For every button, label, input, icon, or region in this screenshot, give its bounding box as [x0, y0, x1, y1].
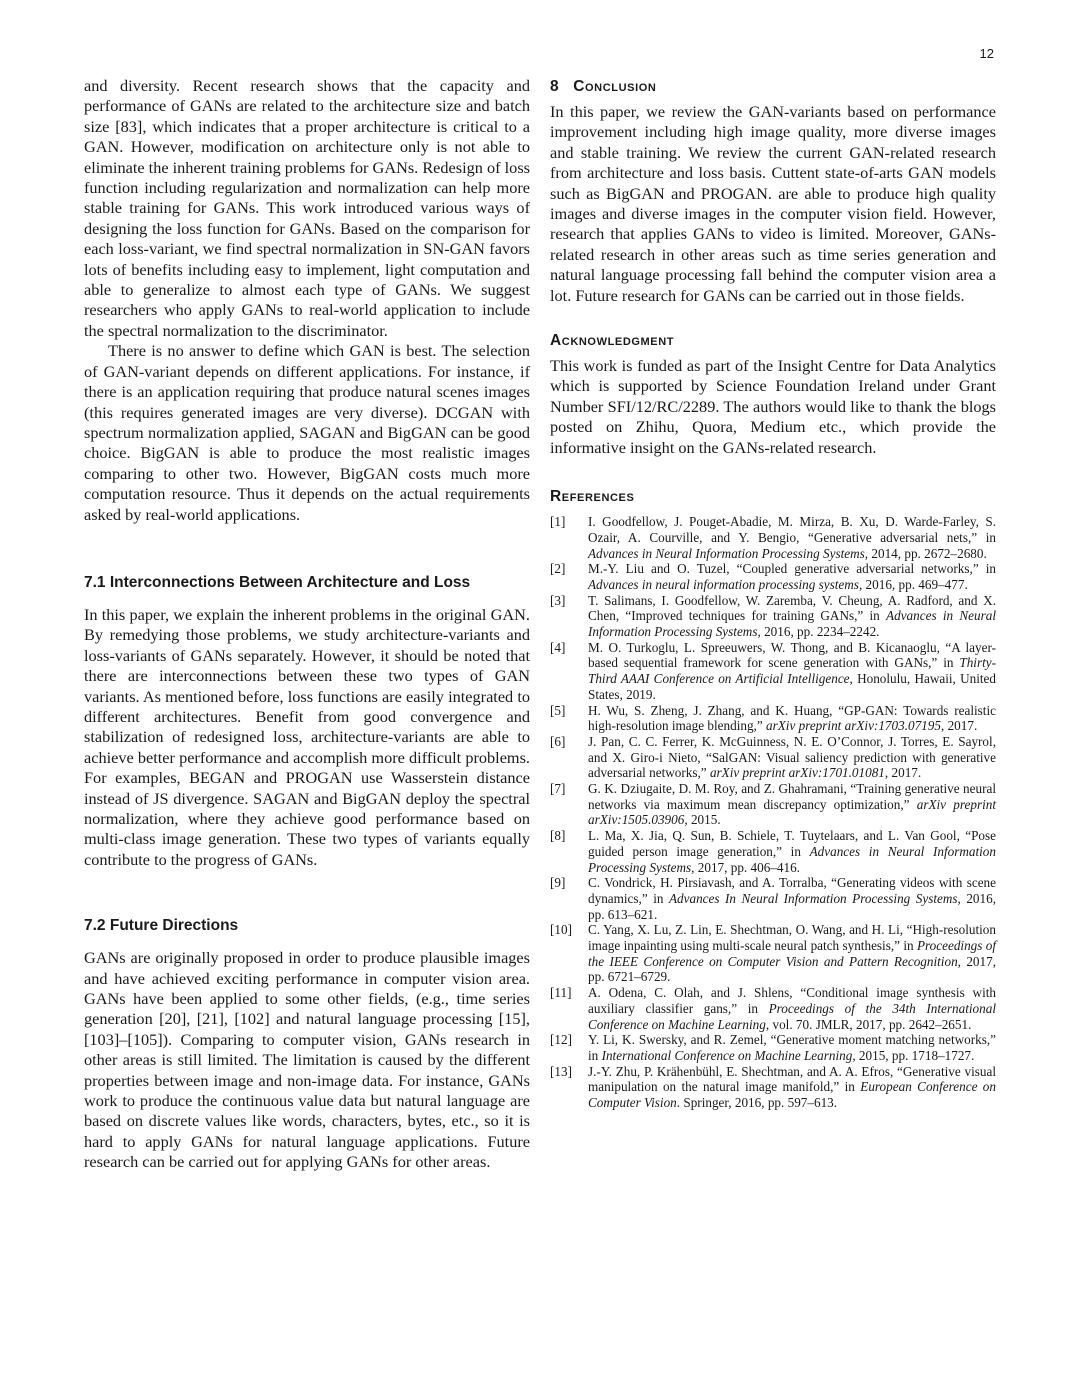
reference-list	[550, 514, 996, 1111]
reference-tail: . Springer, 2016, pp. 597–613.	[676, 1095, 838, 1111]
reference-text	[588, 875, 996, 922]
reference-label: [9]	[550, 875, 566, 891]
reference-text	[588, 922, 996, 985]
reference-authors-title: I. Goodfellow, J. Pouget-Abadie, M. Mirza, B. Xu, D. Warde-Farley, S. Ozair, A. Courville, and Y. Bengio, “Generative adversarial nets,” in	[588, 514, 996, 545]
section-7-2-paragraph: GANs are originally proposed in order to produce plausible images and have achieved exciting performance in computer vision area. GANs have been applied to some other fields, (e.g., time series generation [20], [21], [102] and natural language processing [15], [103]–[105]). Comparing to computer vision, GANs research in other areas is still limited. The limitation is caused by the different properties between image and non-image data. For instance, GANs work to produce the continuous value data but natural language are based on discrete values like words, characters, bytes, etc., so it is hard to apply GANs for natural language applications. Future research can be carried out for applying GANs for other areas.	[84, 948, 530, 1172]
reference-label: [13]	[550, 1063, 572, 1079]
page-number: 12	[979, 46, 994, 61]
reference-text	[588, 781, 996, 828]
reference-venue: Advances in Neural Information Processing Systems	[588, 608, 997, 640]
reference-authors-title: Y. Li, K. Swersky, and R. Zemel, “Generative moment matching networks,” in	[588, 1032, 996, 1063]
reference-authors-title: G. K. Dziugaite, D. M. Roy, and Z. Ghahramani, “Training generative neural networks via maximum mean discrepancy optimization,”	[588, 781, 996, 812]
reference-venue: Proceedings of the 34th International Conference on Machine Learning	[588, 1000, 996, 1032]
reference-text	[588, 734, 996, 781]
reference-text	[588, 561, 996, 592]
reference-venue: Thirty-Third AAAI Conference on Artificial Intelligence	[588, 655, 996, 687]
reference-venue: European Conference on Computer Vision	[588, 1079, 996, 1111]
reference-item	[550, 734, 996, 781]
reference-label: [12]	[550, 1032, 572, 1048]
reference-tail: , 2017, pp. 406–416.	[691, 859, 800, 875]
reference-label: [1]	[550, 514, 566, 530]
reference-item	[550, 875, 996, 922]
reference-tail: , 2015.	[684, 812, 721, 828]
conclusion-title: Conclusion	[573, 78, 657, 95]
reference-authors-title: H. Wu, S. Zheng, J. Zhang, and K. Huang, “GP-GAN: Towards realistic high-resolution image blending,”	[588, 702, 996, 734]
reference-tail: , 2016, pp. 613–621.	[588, 890, 997, 922]
reference-label: [4]	[550, 639, 566, 655]
intro-paragraph-2: There is no answer to define which GAN is best. The selection of GAN-variant depends on different applications. For instance, if there is an application requiring that produce natural scenes images (this requires generated images are very diverse). DCGAN with spectrum normalization applied, SAGAN and BigGAN can be good choice. BigGAN is able to produce the most realistic images comparing to other two. However, BigGAN costs much more computation resource. Thus it depends on the actual requirements asked by real-world applications.	[84, 341, 530, 524]
reference-label: [8]	[550, 828, 566, 844]
reference-item	[550, 514, 996, 561]
reference-label: [10]	[550, 922, 572, 938]
reference-tail: , 2016, pp. 469–477.	[858, 576, 968, 592]
reference-item	[550, 640, 996, 703]
reference-text	[588, 1032, 996, 1063]
reference-venue: Proceedings of the IEEE Conference on Computer Vision and Pattern Recognition	[588, 938, 997, 969]
reference-item	[550, 1032, 996, 1063]
references-heading: References	[550, 488, 635, 506]
reference-text	[588, 828, 996, 875]
section-7-2-heading: 7.2 Future Directions	[84, 917, 239, 935]
reference-text	[588, 703, 996, 734]
reference-venue: Advances in Neural Information Processing Systems	[588, 843, 996, 875]
reference-venue: Advances In Neural Information Processing Systems	[668, 890, 958, 906]
reference-tail: , 2017.	[940, 718, 978, 734]
reference-authors-title: A. Odena, C. Olah, and J. Shlens, “Conditional image synthesis with auxiliary classifier gans,” in	[588, 985, 996, 1016]
reference-authors-title: C. Yang, X. Lu, Z. Lin, E. Shechtman, O. Wang, and H. Li, “High-resolution image inpainting using multi-scale neural patch synthesis,” in	[588, 922, 996, 954]
left-column	[84, 76, 530, 1173]
reference-venue: arXiv preprint arXiv:1701.01081	[709, 765, 885, 781]
reference-text	[588, 640, 996, 703]
intro-paragraph-1: and diversity. Recent research shows that the capacity and performance of GANs are related to the architecture size and batch size [83], which indicates that a proper architecture is critical to a GAN. However, modification on architecture only is not able to eliminate the inherent training problems for GANs. Redesign of loss function including regularization and normalization can help more stable training for GANs. This work introduced various ways of designing the loss function for GANs. Based on the comparison for each loss-variant, we find spectral normalization in SN-GAN favors lots of benefits including easy to implement, light computation and able to generalize to almost each type of GANs. We suggest researchers who apply GANs to real-world application to include the spectral normalization to the discriminator.	[84, 76, 530, 340]
section-7-1-heading: 7.1 Interconnections Between Architecture and Loss	[84, 573, 471, 591]
reference-venue: arXiv preprint arXiv:1505.03906	[588, 796, 996, 828]
reference-authors-title: J. Pan, C. C. Ferrer, K. McGuinness, N. E. O’Connor, J. Torres, E. Sayrol, and X. Giro-i Nieto, “SalGAN: Visual saliency prediction with generative adversarial networks,”	[588, 733, 996, 781]
reference-label: [7]	[550, 781, 566, 797]
reference-tail: , 2016, pp. 2234–2242.	[757, 624, 880, 640]
reference-label: [3]	[550, 592, 566, 608]
reference-tail: , 2014, pp. 2672–2680.	[864, 545, 987, 561]
reference-label: [2]	[550, 561, 566, 577]
conclusion-paragraph: In this paper, we review the GAN-variants based on performance improvement including high image quality, more diverse images and stable training. We review the current GAN-related research from architecture and loss basis. Cuttent state-of-arts GAN models such as BigGAN and PROGAN. are able to produce high quality images and diverse images in the computer vision field. However, research that applies GANs to video is limited. Moreover, GANs-related research in other areas such as time series generation and natural language processing fall behind the computer vision area a lot. Future research for GANs can be carried out in those fields.	[550, 102, 996, 305]
acknowledgment-paragraph: This work is funded as part of the Insight Centre for Data Analytics which is supported by Science Foundation Ireland under Grant Number SFI/12/RC/2289. The authors would like to thank the blogs posted on Zhihu, Quora, Medium etc., which provide the informative insight on the GANs-related research.	[550, 356, 996, 457]
right-column	[550, 76, 996, 1111]
reference-authors-title: C. Vondrick, H. Pirsiavash, and A. Torralba, “Generating videos with scene dynamics,” in	[588, 875, 996, 906]
conclusion-number: 8	[550, 78, 560, 95]
reference-label: [6]	[550, 733, 566, 749]
reference-authors-title: J.-Y. Zhu, P. Krähenbühl, E. Shechtman, and A. A. Efros, “Generative visual manipulation on the natural image manifold,” in	[588, 1063, 996, 1095]
reference-item	[550, 828, 996, 875]
reference-tail: , 2017.	[884, 765, 922, 781]
reference-venue: Advances in neural information processing systems	[588, 576, 859, 592]
reference-text	[588, 985, 996, 1032]
reference-authors-title: T. Salimans, I. Goodfellow, W. Zaremba, V. Cheung, A. Radford, and X. Chen, “Improved techniques for training GANs,” in	[588, 592, 996, 624]
acknowledgment-heading: Acknowledgment	[550, 332, 675, 350]
section-7-1-paragraph: In this paper, we explain the inherent problems in the original GAN. By remedying those problems, we study architecture-variants and loss-variants of GANs separately. However, it should be noted that there are interconnections between these two types of GAN variants. As mentioned before, loss functions are easily integrated to different architectures. Benefit from good convergence and stabilization of redesigned loss, architecture-variants are able to achieve better performance and accomplish more difficult problems. For examples, BEGAN and PROGAN use Wasserstein distance instead of JS divergence. SAGAN and BigGAN deploy the spectral normalization, where they achieve good performance based on multi-class image generation. These two types of variants equally contribute to the progress of GANs.	[84, 604, 530, 869]
reference-tail: , vol. 70. JMLR, 2017, pp. 2642–2651.	[765, 1016, 972, 1032]
reference-item	[550, 561, 996, 592]
reference-text	[588, 593, 996, 640]
reference-label: [5]	[550, 702, 566, 718]
reference-authors-title: M. O. Turkoglu, L. Spreeuwers, W. Thong, and B. Kicanaoglu, “A layer-based sequential framework for scene generation with GANs,” in	[588, 639, 996, 671]
reference-item	[550, 985, 996, 1032]
reference-item	[550, 593, 996, 640]
reference-venue: International Conference on Machine Learning	[601, 1048, 853, 1063]
reference-venue: Advances in Neural Information Processing Systems	[588, 545, 865, 561]
reference-authors-title: M.-Y. Liu and O. Tuzel, “Coupled generative adversarial networks,” in	[588, 561, 996, 577]
reference-tail: , 2015, pp. 1718–1727.	[852, 1048, 975, 1063]
reference-item	[550, 1064, 996, 1111]
reference-tail: , Honolulu, Hawaii, United States, 2019.	[588, 671, 996, 702]
conclusion-heading	[550, 76, 996, 98]
reference-label: [11]	[550, 985, 572, 1001]
reference-item	[550, 781, 996, 828]
reference-item	[550, 922, 996, 985]
reference-tail: , 2017, pp. 6721–6729.	[588, 953, 997, 985]
reference-item	[550, 703, 996, 734]
reference-venue: arXiv preprint arXiv:1703.07195	[766, 718, 941, 734]
reference-text	[588, 514, 996, 561]
reference-authors-title: L. Ma, X. Jia, Q. Sun, B. Schiele, T. Tuytelaars, and L. Van Gool, “Pose guided person image generation,” in	[588, 828, 996, 859]
reference-text	[588, 1064, 996, 1111]
